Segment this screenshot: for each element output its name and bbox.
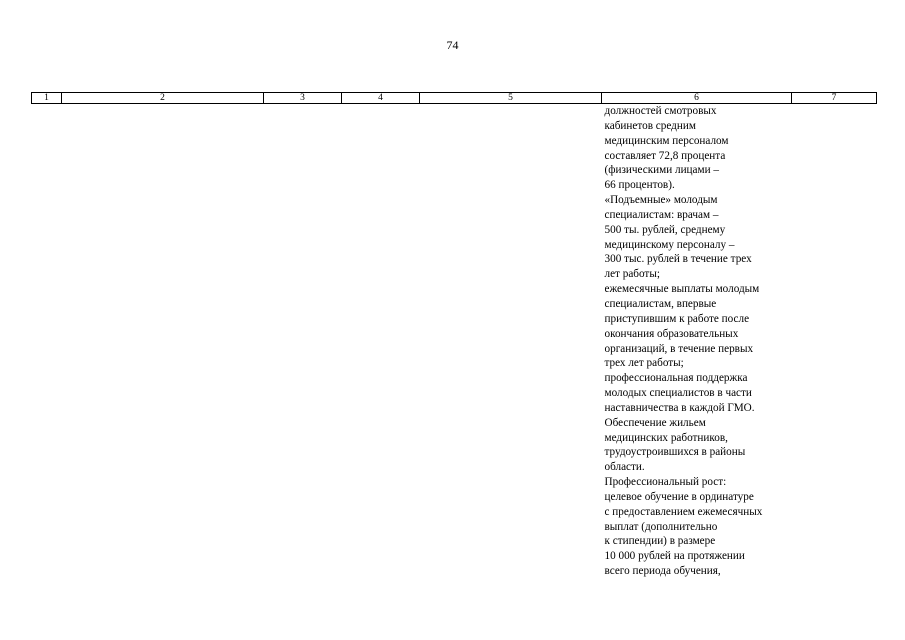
text-line: к стипендии) в размере: [604, 535, 716, 548]
text-line: кабинетов средним: [604, 119, 696, 132]
text-line: наставничества в каждой ГМО.: [604, 401, 755, 414]
header-col-1: 1: [32, 93, 62, 104]
text-line: медицинскому персоналу –: [604, 238, 735, 251]
header-row: [32, 93, 877, 104]
text-line: 66 процентов).: [604, 179, 675, 192]
cell-col-4: [342, 104, 420, 580]
cell-col-6: [602, 104, 792, 580]
text-line: должностей смотровых: [604, 105, 717, 117]
text-line: всего периода обучения,: [604, 565, 721, 578]
header-col-3: 3: [264, 93, 342, 104]
header-col-4: 4: [342, 93, 420, 104]
text-line: профессиональная поддержка: [604, 372, 748, 385]
header-col-5: 5: [420, 93, 602, 104]
text-line: 300 тыс. рублей в течение трех: [604, 253, 752, 266]
text-line: (физическими лицами –: [604, 164, 719, 177]
cell-col-1: [32, 104, 62, 580]
text-line: ежемесячные выплаты молодым: [604, 283, 760, 296]
text-line: области.: [604, 461, 645, 474]
text-line: медицинских работников,: [604, 431, 728, 444]
text-line: приступившим к работе после: [604, 312, 750, 325]
page-number: 74: [446, 38, 459, 52]
text-line: составляет 72,8 процента: [604, 149, 726, 162]
cell-col-2: [62, 104, 264, 580]
header-col-6: 6: [602, 93, 792, 104]
text-line: специалистам: врачам –: [604, 208, 719, 221]
table-row: [32, 104, 877, 580]
cell-col-3: [264, 104, 342, 580]
text-line: «Подъемные» молодым: [604, 194, 718, 207]
table-header: [32, 93, 877, 104]
text-line: целевое обучение в ординатуре: [604, 490, 754, 503]
text-line: 500 ты. рублей, среднему: [604, 223, 726, 236]
cell-col-7: [792, 104, 877, 580]
text-line: организаций, в течение первых: [604, 342, 754, 355]
text-line: Профессиональный рост:: [604, 476, 727, 489]
text-line: лет работы;: [604, 268, 660, 281]
text-line: специалистам, впервые: [604, 297, 717, 310]
document-table: [31, 92, 877, 579]
header-col-7: 7: [792, 93, 877, 104]
text-line: Обеспечение жильем: [604, 416, 706, 429]
text-line: медицинским персоналом: [604, 134, 729, 147]
header-col-2: 2: [62, 93, 264, 104]
text-line: окончания образовательных: [604, 327, 739, 340]
cell-col-5: [420, 104, 602, 580]
text-line: молодых специалистов в части: [604, 387, 752, 400]
text-line: с предоставлением ежемесячных: [604, 505, 763, 518]
text-line: выплат (дополнительно: [604, 520, 718, 533]
text-line: трех лет работы;: [604, 357, 684, 370]
text-line: 10 000 рублей на протяжении: [604, 550, 745, 563]
text-line: трудоустроившихся в районы: [604, 446, 746, 459]
